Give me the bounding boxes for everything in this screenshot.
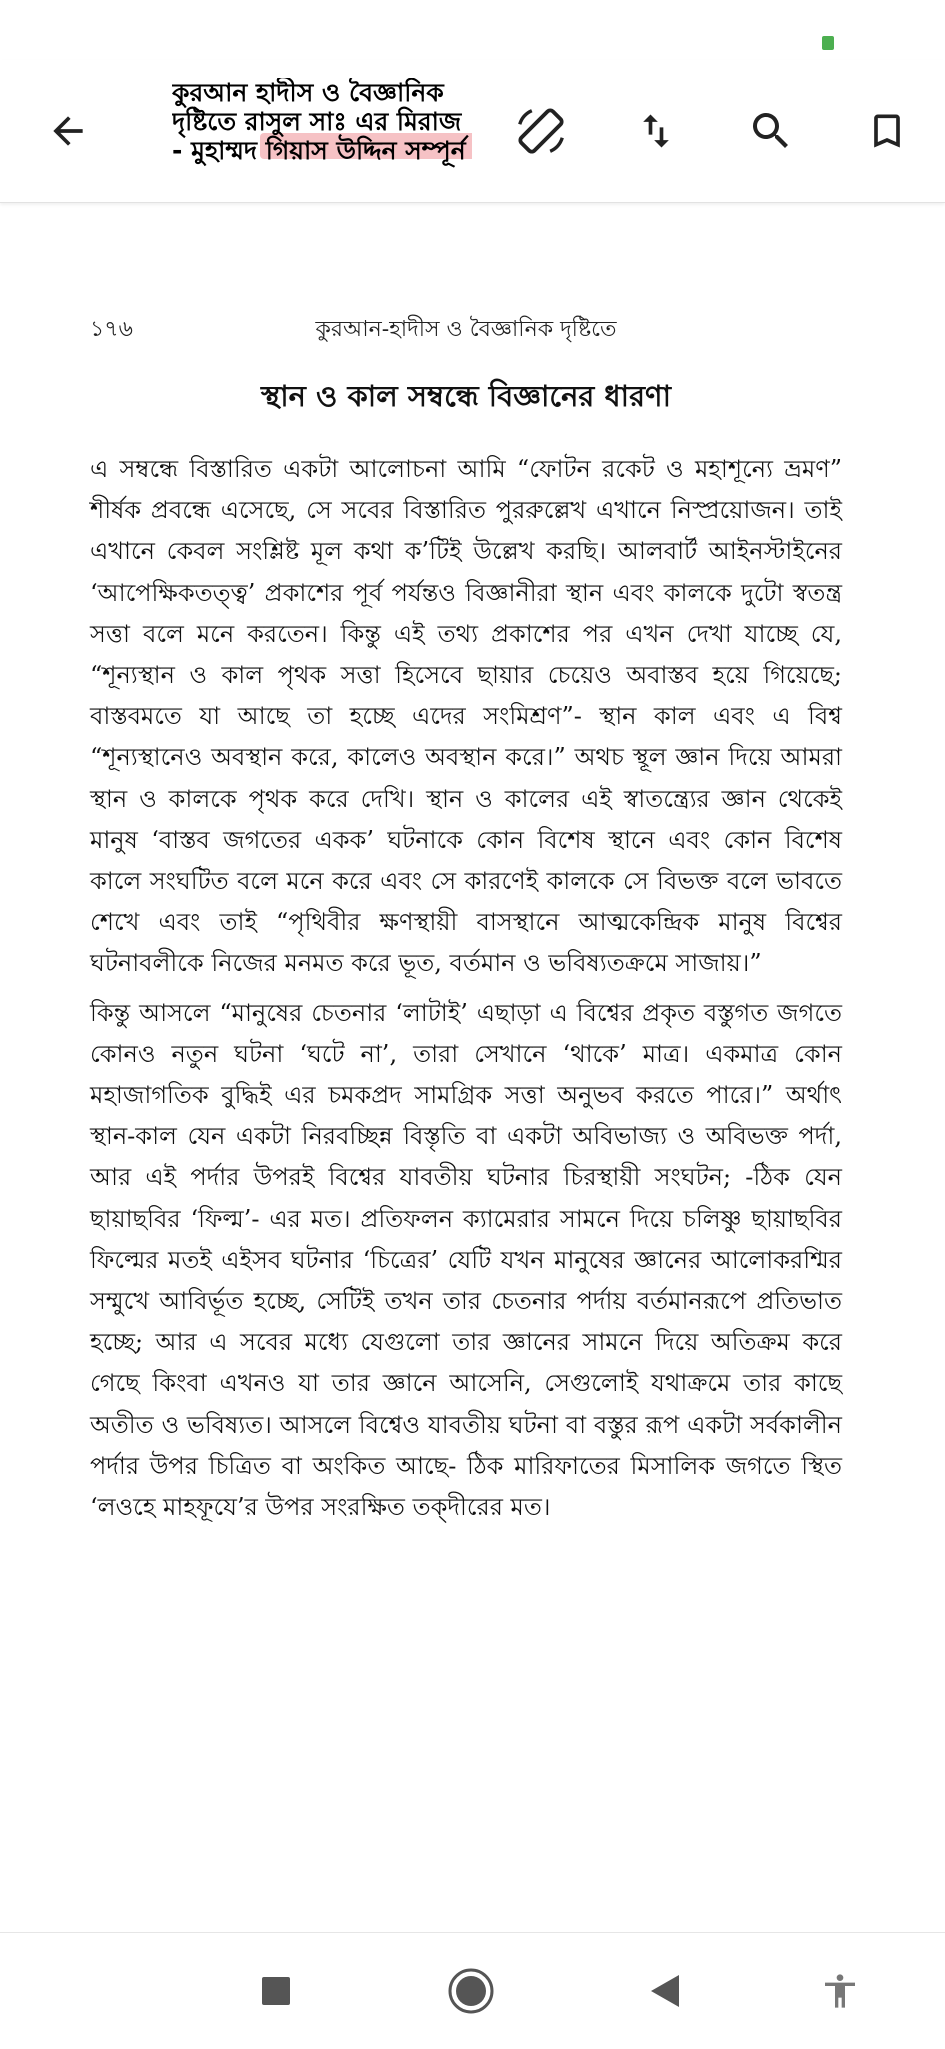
- page-header: [90, 310, 842, 350]
- search-icon: [747, 107, 795, 155]
- recents-square-icon: [261, 1976, 291, 2006]
- recents-button[interactable]: [246, 1961, 306, 2021]
- page-number: ১৭৬: [90, 316, 133, 342]
- top-app-bar: [0, 60, 945, 203]
- accessibility-icon: [820, 1971, 860, 2011]
- bookmark-button[interactable]: [851, 95, 923, 167]
- chapter-title: স্থান ও কাল সম্বন্ধে বিজ্ঞানের ধারণা: [261, 379, 671, 413]
- paragraph: কিন্তু আসলে “মানুষের চেতনার ‘লাটাই’ এছাড়া এ বিশ্বের প্রকৃত বস্তুগত জগতে কোনও নতুন ঘটনা ‘ঘটে না’, তারা সেখানে ‘থাকে’ মাত্র। একমাত্র কোন মহাজাগতিক বুদ্ধিই এর চমকপ্রদ সামগ্রিক সত্তা অনুভব করতে পারে।” অর্থাৎ স্থান-কাল যেন একটা নিরবচ্ছিন্ন বিস্তৃতি বা একটা অবিভাজ্য ও অবিভক্ত পর্দা, আর এই পর্দার উপরই বিশ্বের যাবতীয় ঘটনার চিরস্থায়ী সংঘটন; -ঠিক যেন ছায়াছবির ‘ফিল্ম’- এর মত। প্রতিফলন ক্যামেরার সামনে দিয়ে চলিষ্ণু ছায়াছবির ফিল্মের মতই এইসব ঘটনার ‘চিত্রের’ যেটি যখন মানুষের জ্ঞানের আলোকরশ্মির সম্মুখে আবির্ভূত হচ্ছে, সেটিই তখন তার চেতনার পর্দায় বর্তমানরূপে প্রতিভাত হচ্ছে; আর এ সবের মধ্যে যেগুলো তার জ্ঞানের সামনে দিয়ে অতিক্রম করে গেছে কিংবা এখনও যা তার জ্ঞানে আসেনি, সেগুলোই যথাক্রমে তার কাছে অতীত ও ভবিষ্যত। আসলে বিশ্বেও যাবতীয় ঘটনা বা বস্তুর রূপ একটা সর্বকালীন পর্দার উপর চিত্রিত বা অংকিত আছে- ঠিক মারিফাতের মিসালিক জগতে স্থিত ‘লওহে মাহফূযে’র উপর সংরক্ষিত তক্দীরের মত।: [90, 998, 842, 1522]
- book-title: [172, 78, 472, 196]
- accessibility-button[interactable]: [810, 1961, 870, 2021]
- bookmark-icon: [865, 109, 909, 153]
- scroll-direction-button[interactable]: [620, 95, 692, 167]
- home-circle-icon: [447, 1967, 495, 2015]
- running-head: কুরআন-হাদীস ও বৈজ্ঞানিক দৃষ্টিতে: [315, 316, 617, 342]
- book-page[interactable]: [90, 310, 842, 1536]
- status-indicator: [822, 36, 834, 50]
- home-button[interactable]: [441, 1961, 501, 2021]
- system-navigation-bar: [0, 1932, 945, 2049]
- rotate-screen-button[interactable]: [505, 95, 577, 167]
- back-triangle-icon: [649, 1974, 681, 2008]
- arrow-back-icon: [46, 109, 90, 153]
- paragraph: এ সম্বন্ধে বিস্তারিত একটা আলোচনা আমি “ফোটন রকেট ও মহাশূন্যে ভ্রমণ” শীর্ষক প্রবন্ধে এসেছে, সে সবের বিস্তারিত পুররুল্লেখ এখানে নিস্প্রয়োজন। তাই এখানে কেবল সংশ্লিষ্ট মূল কথা ক’টিই উল্লেখ করছি। আলবার্ট আইনস্টাইনের ‘আপেক্ষিকতত্ত্ব’ প্রকাশের পূর্ব পর্যন্তও বিজ্ঞানীরা স্থান এবং কালকে দুটো স্বতন্ত্র সত্তা বলে মনে করতেন। কিন্তু এই তথ্য প্রকাশের পর এখন দেখা যাচ্ছে যে, “শূন্যস্থান ও কাল পৃথক সত্তা হিসেবে ছায়ার চেয়েও অবাস্তব হয়ে গিয়েছে; বাস্তবমতে যা আছে তা হচ্ছে এদের সংমিশ্রণ”- স্থান কাল এবং এ বিশ্ব “শূন্যস্থানেও অবস্থান করে, কালেও অবস্থান করে।” অথচ স্থূল জ্ঞান দিয়ে আমরা স্থান ও কালকে পৃথক করে দেখি। স্থান ও কালের এই স্বাতন্ত্র্যের জ্ঞান থেকেই মানুষ ‘বাস্তব জগতের একক’ ঘটনাকে কোন বিশেষ স্থানে এবং কোন বিশেষ কালে সংঘটিত বলে মনে করে এবং সে কারণেই কালকে সে বিভক্ত বলে ভাবতে শেখে এবং তাই “পৃথিবীর ক্ষণস্থায়ী বাসস্থানে আত্মকেন্দ্রিক মানুষ বিশ্বের ঘটনাবলীকে নিজের মনমত করে ভূত, বর্তমান ও ভবিষ্যতক্রমে সাজায়।”: [90, 455, 842, 978]
- search-button[interactable]: [735, 95, 807, 167]
- system-back-button[interactable]: [635, 1961, 695, 2021]
- screen-rotation-icon: [512, 102, 570, 160]
- swap-vert-icon: [634, 109, 678, 153]
- book-title-text: কুরআন হাদীস ও বৈজ্ঞানিক দৃষ্টিতে রাসুল সাঃ এর মিরাজ - মুহাম্মদ গিয়াস উদ্দিন সম্পূর্ন: [172, 78, 466, 165]
- back-button[interactable]: [32, 95, 104, 167]
